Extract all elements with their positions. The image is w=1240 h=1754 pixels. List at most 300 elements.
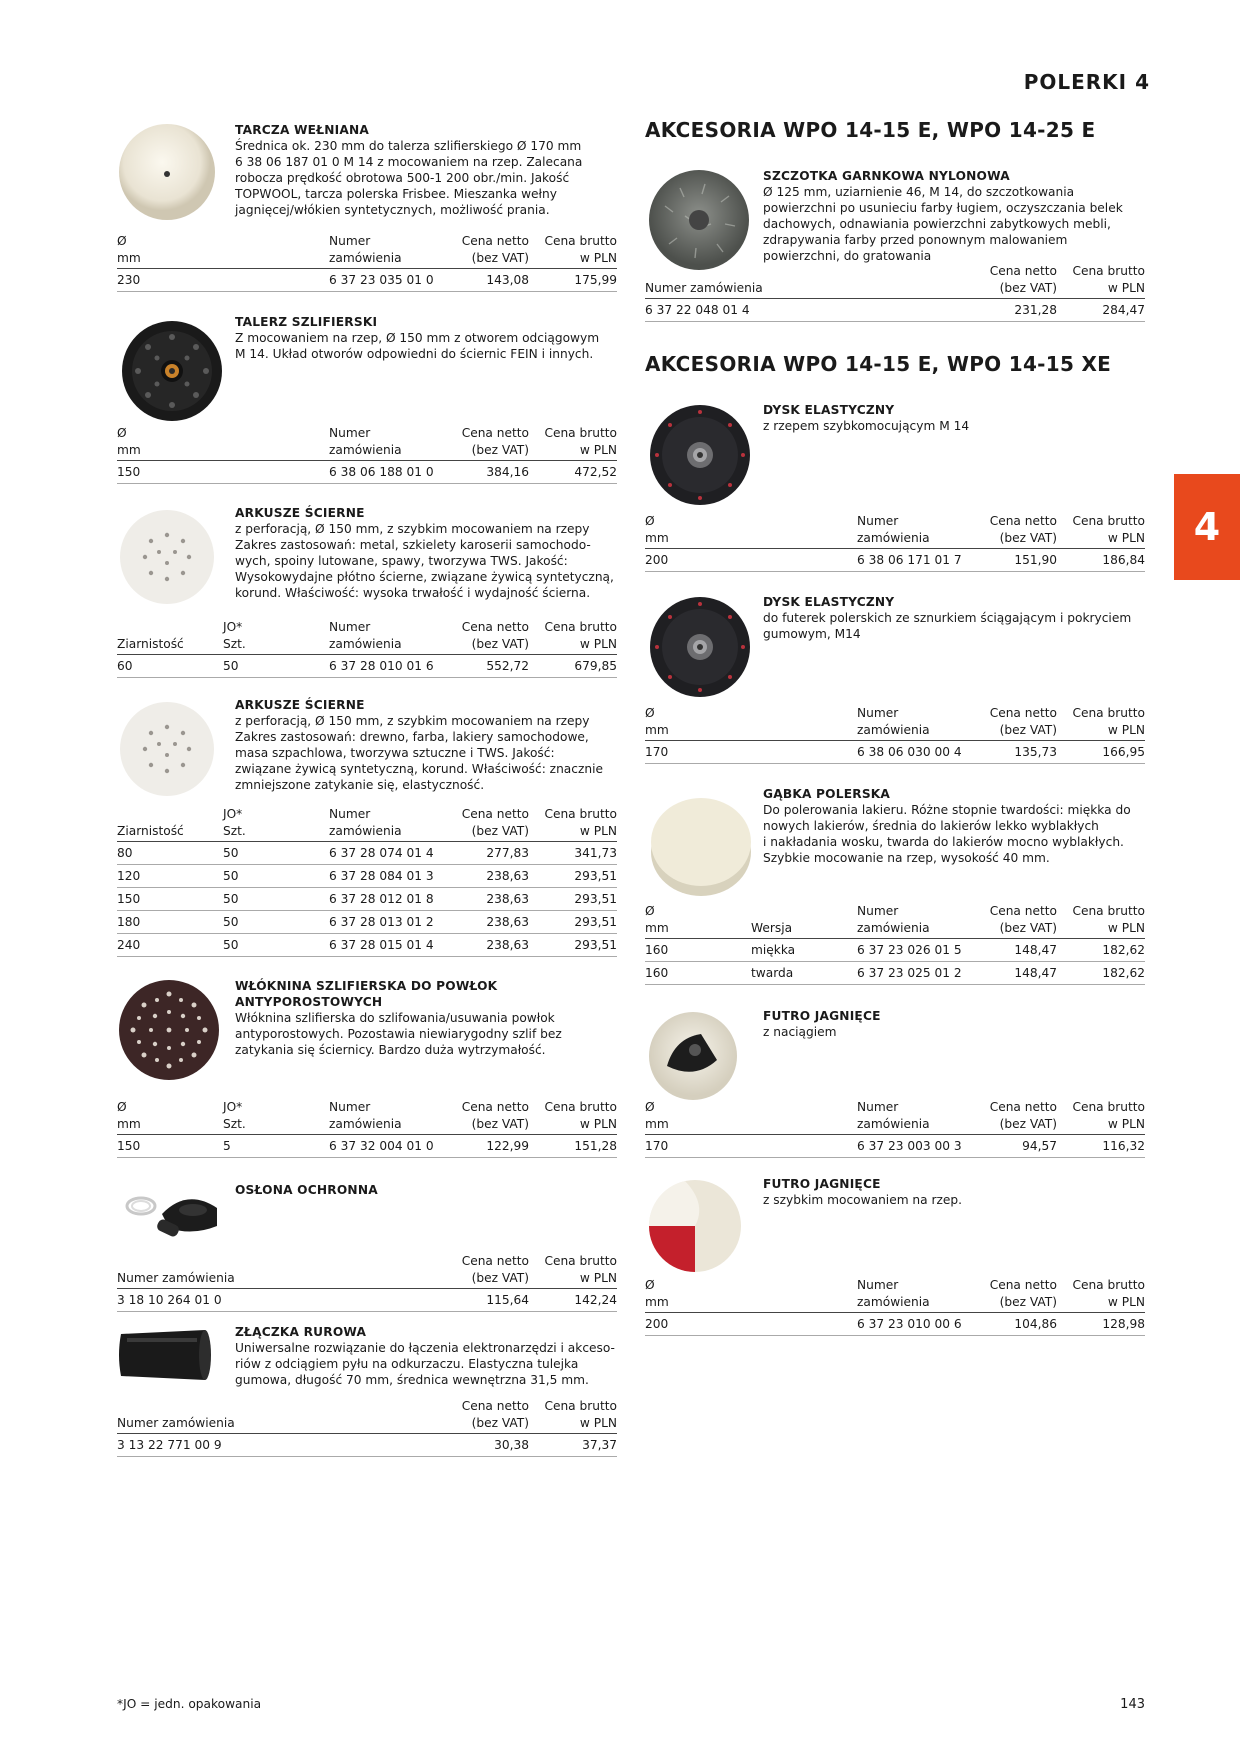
table-header-row	[117, 251, 617, 269]
table-cell: Numer zamówienia	[117, 1416, 235, 1430]
table-cell: Cena netto	[461, 426, 529, 440]
table-cell: 230	[117, 273, 141, 287]
table-row	[645, 1135, 1145, 1158]
table-row	[117, 865, 617, 888]
desc-line: Uniwersalne rozwiązanie do łączenia elektronarzędzi i akceso-	[235, 1341, 615, 1355]
table-cell: Ø	[117, 1100, 127, 1114]
table-cell: Szt.	[223, 1117, 246, 1131]
table-cell: Cena brutto	[544, 234, 617, 248]
table-cell: Cena brutto	[544, 426, 617, 440]
table-header-row	[645, 723, 1145, 741]
table-cell: 238,63	[486, 938, 529, 952]
table-cell: Cena netto	[461, 1399, 529, 1413]
desc-line: TOPWOOL, tarcza polerska Frisbee. Mieszanka wełny	[235, 187, 557, 201]
table-cell: zamówienia	[329, 824, 402, 838]
table-cell: 150	[117, 892, 141, 906]
product-title: SZCZOTKA GARNKOWA NYLONOWA	[763, 169, 1010, 183]
table-cell: w PLN	[579, 824, 617, 838]
abrasive-sheet-image	[117, 699, 217, 799]
table-cell: Cena netto	[461, 807, 529, 821]
desc-line: zatykania się ściernicy. Bardzo duża wytrzymałość.	[235, 1043, 546, 1057]
table-cell: 175,99	[574, 273, 617, 287]
table-cell: Ø	[117, 234, 127, 248]
table-cell: zamówienia	[857, 921, 930, 935]
table-cell: mm	[645, 921, 669, 935]
table-cell: w PLN	[1107, 723, 1145, 737]
price-table	[645, 706, 1145, 764]
table-header-row	[117, 807, 617, 824]
table-cell: 6 37 28 074 01 4	[329, 846, 434, 860]
wool-disc-image	[117, 122, 217, 222]
table-cell: 50	[223, 659, 239, 673]
table-cell: 472,52	[574, 465, 617, 479]
desc-line: Wysokowydajne płótno ścierne, związane żywicą syntetyczną,	[235, 570, 614, 584]
table-cell: Ø	[645, 904, 655, 918]
desc-line: powierzchni, do gratowania	[763, 249, 932, 263]
price-table	[645, 904, 1145, 985]
product-title: TARCZA WEŁNIANA	[235, 123, 370, 137]
desc-line: gumowym, M14	[763, 627, 861, 641]
table-cell: 115,64	[486, 1293, 529, 1307]
table-header-row	[117, 443, 617, 461]
desc-line: M 14. Układ otworów odpowiedni do ściernic FEIN i innych.	[235, 347, 594, 361]
desc-line: jagnięcej/włókien syntetycznych, możliwość prania.	[235, 203, 550, 217]
lambskin-bonnet-image	[645, 1008, 745, 1108]
price-table	[645, 264, 1145, 322]
table-cell: 277,83	[486, 846, 529, 860]
table-cell: Ø	[645, 1100, 655, 1114]
table-cell: w PLN	[579, 637, 617, 651]
table-header-row	[117, 1416, 617, 1434]
protective-cover-image	[117, 1184, 227, 1254]
table-cell: Numer	[857, 1278, 899, 1292]
table-cell: 231,28	[1014, 303, 1057, 317]
table-cell: 3 18 10 264 01 0	[117, 1293, 222, 1307]
price-table	[645, 514, 1145, 572]
table-header-row	[117, 620, 617, 637]
table-cell: 238,63	[486, 869, 529, 883]
table-cell: 6 37 28 013 01 2	[329, 915, 434, 929]
table-row	[117, 1289, 617, 1312]
table-cell: 50	[223, 846, 239, 860]
desc-line: nowych lakierów, średnia do lakierów lekko wyblakłych	[763, 819, 1099, 833]
price-table	[117, 1254, 617, 1312]
table-cell: 6 37 28 015 01 4	[329, 938, 434, 952]
table-row	[645, 741, 1145, 764]
table-cell: 150	[117, 1139, 141, 1153]
table-cell: 120	[117, 869, 141, 883]
table-cell: 5	[223, 1139, 231, 1153]
table-cell: mm	[117, 1117, 141, 1131]
table-cell: 50	[223, 938, 239, 952]
table-cell: Ziarnistość	[117, 637, 184, 651]
desc-line: zmniejszone zatykanie się, elastyczność.	[235, 778, 485, 792]
table-cell: 128,98	[1102, 1317, 1145, 1331]
table-cell: zamówienia	[857, 723, 930, 737]
table-cell: 6 37 28 084 01 3	[329, 869, 434, 883]
table-cell: 6 37 23 003 00 3	[857, 1139, 962, 1153]
table-cell: 170	[645, 1139, 669, 1153]
desc-line: gumowa, długość 70 mm, średnica wewnętrzna 31,5 mm.	[235, 1373, 589, 1387]
table-row	[117, 461, 617, 484]
table-cell: 182,62	[1102, 943, 1145, 957]
table-cell: mm	[645, 1117, 669, 1131]
product-title-line2: ANTYPOROSTOWYCH	[235, 995, 383, 1009]
table-row	[117, 911, 617, 934]
table-header-row	[645, 1117, 1145, 1135]
table-cell: Cena brutto	[1072, 264, 1145, 278]
table-row	[645, 1313, 1145, 1336]
price-table	[117, 426, 617, 484]
table-cell: 148,47	[1014, 966, 1057, 980]
table-cell: 80	[117, 846, 133, 860]
product-title: TALERZ SZLIFIERSKI	[235, 315, 378, 329]
table-row	[117, 934, 617, 957]
desc-line: Szybkie mocowanie na rzep, wysokość 40 mm.	[763, 851, 1050, 865]
table-cell: 148,47	[1014, 943, 1057, 957]
table-row	[117, 269, 617, 292]
table-cell: 3 13 22 771 00 9	[117, 1438, 222, 1452]
flexible-disc-image	[645, 592, 755, 702]
table-row	[117, 888, 617, 911]
table-cell: (bez VAT)	[999, 531, 1057, 545]
table-cell: 50	[223, 915, 239, 929]
table-cell: Ø	[645, 514, 655, 528]
table-cell: twarda	[751, 966, 794, 980]
table-cell: 6 37 28 010 01 6	[329, 659, 434, 673]
table-row	[645, 939, 1145, 962]
desc-line: Zakres zastosowań: drewno, farba, lakiery samochodowe,	[235, 730, 589, 744]
desc-line: Do polerowania lakieru. Różne stopnie twardości: miękka do	[763, 803, 1131, 817]
table-cell: zamówienia	[329, 637, 402, 651]
table-header-row	[117, 637, 617, 655]
product-title: FUTRO JAGNIĘCE	[763, 1009, 881, 1023]
desc-line: Z mocowaniem na rzep, Ø 150 mm z otworem odciągowym	[235, 331, 600, 345]
table-header-row	[117, 1271, 617, 1289]
table-header-row	[645, 1100, 1145, 1117]
table-row	[117, 842, 617, 865]
product-title: ARKUSZE ŚCIERNE	[235, 506, 365, 520]
desc-line: z rzepem szybkomocującym M 14	[763, 419, 970, 433]
table-cell: zamówienia	[329, 251, 402, 265]
table-cell: Cena netto	[461, 1100, 529, 1114]
table-header-row	[645, 904, 1145, 921]
table-cell: Numer	[329, 234, 371, 248]
table-cell: 186,84	[1102, 553, 1145, 567]
table-cell: Numer zamówienia	[645, 281, 763, 295]
table-cell: Cena brutto	[544, 807, 617, 821]
table-cell: Cena brutto	[1072, 904, 1145, 918]
table-cell: zamówienia	[329, 443, 402, 457]
hose-connector-image	[117, 1326, 217, 1386]
desc-line: Włóknina szlifierska do szlifowania/usuwania powłok	[235, 1011, 555, 1025]
desc-line: antyporostowych. Pozostawia niewiarygodny szlif bez	[235, 1027, 562, 1041]
table-cell: Cena netto	[461, 1254, 529, 1268]
table-cell: w PLN	[579, 1117, 617, 1131]
table-cell: 50	[223, 869, 239, 883]
table-cell: 104,86	[1014, 1317, 1057, 1331]
table-cell: w PLN	[579, 1416, 617, 1430]
table-header-row	[117, 1100, 617, 1117]
table-cell: Cena brutto	[1072, 1100, 1145, 1114]
table-cell: 679,85	[574, 659, 617, 673]
table-cell: Cena netto	[461, 620, 529, 634]
table-cell: Cena netto	[989, 514, 1057, 528]
table-cell: 116,32	[1102, 1139, 1145, 1153]
table-cell: Ziarnistość	[117, 824, 184, 838]
lambskin-velcro-image	[645, 1176, 745, 1276]
table-cell: 238,63	[486, 915, 529, 929]
table-cell: w PLN	[579, 251, 617, 265]
table-cell: 284,47	[1102, 303, 1145, 317]
table-cell: 150	[117, 465, 141, 479]
price-table	[117, 1399, 617, 1457]
table-cell: 6 38 06 188 01 0	[329, 465, 434, 479]
table-cell: Cena netto	[461, 234, 529, 248]
table-cell: Numer	[329, 1100, 371, 1114]
table-cell: 37,37	[582, 1438, 617, 1452]
table-cell: Cena brutto	[1072, 514, 1145, 528]
table-cell: JO*	[223, 1100, 243, 1114]
table-cell: 180	[117, 915, 141, 929]
table-header-row	[645, 706, 1145, 723]
product-title: WŁÓKNINA SZLIFIERSKA DO POWŁOK	[235, 979, 498, 993]
table-cell: w PLN	[579, 1271, 617, 1285]
table-cell: Szt.	[223, 637, 246, 651]
desc-line: związane żywicą syntetyczną, korund. Właściwość: znacznie	[235, 762, 603, 776]
table-row	[117, 1434, 617, 1457]
table-header-row	[645, 1295, 1145, 1313]
table-cell: 151,28	[574, 1139, 617, 1153]
table-cell: mm	[645, 531, 669, 545]
price-table	[117, 807, 617, 957]
table-cell: 6 37 23 026 01 5	[857, 943, 962, 957]
desc-line: robocza prędkość obrotowa 500-1 200 obr./min. Jakość	[235, 171, 570, 185]
table-cell: Cena netto	[989, 1278, 1057, 1292]
table-cell: 6 37 28 012 01 8	[329, 892, 434, 906]
table-header-row	[117, 1399, 617, 1416]
table-cell: (bez VAT)	[471, 824, 529, 838]
price-table	[117, 1100, 617, 1158]
desc-line: z naciągiem	[763, 1025, 837, 1039]
table-cell: zamówienia	[329, 1117, 402, 1131]
table-cell: (bez VAT)	[999, 1295, 1057, 1309]
page-number: 143	[1120, 1697, 1145, 1712]
table-cell: (bez VAT)	[999, 723, 1057, 737]
desc-line: 6 38 06 187 01 0 M 14 z mocowaniem na rzep. Zalecana	[235, 155, 583, 169]
table-cell: 6 37 23 035 01 0	[329, 273, 434, 287]
polishing-sponge-image	[645, 788, 755, 898]
desc-line: z perforacją, Ø 150 mm, z szybkim mocowaniem na rzepy	[235, 714, 590, 728]
table-cell: Ø	[645, 1278, 655, 1292]
table-cell: 293,51	[574, 915, 617, 929]
product-title: FUTRO JAGNIĘCE	[763, 1177, 881, 1191]
table-cell: Wersja	[751, 921, 793, 935]
table-header-row	[117, 234, 617, 251]
table-cell: 6 38 06 030 00 4	[857, 745, 962, 759]
table-cell: (bez VAT)	[471, 637, 529, 651]
product-title: ZŁĄCZKA RUROWA	[235, 1325, 367, 1339]
desc-line: do futerek polerskich ze sznurkiem ściągającym i pokryciem	[763, 611, 1132, 625]
product-title: ARKUSZE ŚCIERNE	[235, 698, 365, 712]
desc-line: dachowych, odnawiania powierzchni zabytkowych mebli,	[763, 217, 1111, 231]
table-cell: miękka	[751, 943, 796, 957]
table-cell: Numer	[329, 807, 371, 821]
price-table	[645, 1278, 1145, 1336]
table-row	[645, 549, 1145, 572]
table-cell: Numer zamówienia	[117, 1271, 235, 1285]
table-cell: 122,99	[486, 1139, 529, 1153]
table-row	[645, 962, 1145, 985]
table-cell: 384,16	[486, 465, 529, 479]
nylon-brush-image	[645, 166, 755, 276]
table-cell: (bez VAT)	[471, 443, 529, 457]
table-header-row	[645, 1278, 1145, 1295]
table-cell: 200	[645, 1317, 669, 1331]
table-cell: JO*	[223, 620, 243, 634]
table-cell: (bez VAT)	[999, 921, 1057, 935]
table-cell: 142,24	[574, 1293, 617, 1307]
table-header-row	[645, 921, 1145, 939]
sanding-pad-image	[117, 318, 227, 428]
flexible-disc-image	[645, 400, 755, 510]
table-cell: Cena brutto	[544, 1399, 617, 1413]
desc-line: korund. Właściwość: wysoka trwałość i wydajność ścierna.	[235, 586, 591, 600]
table-cell: 30,38	[494, 1438, 529, 1452]
table-cell: 293,51	[574, 869, 617, 883]
table-header-row	[645, 281, 1145, 299]
abrasive-sheet-image	[117, 507, 217, 607]
table-cell: 293,51	[574, 938, 617, 952]
desc-line: powierzchni po usunieciu farby ługiem, oczyszczania belek	[763, 201, 1123, 215]
table-cell: (bez VAT)	[471, 1271, 529, 1285]
section-heading: AKCESORIA WPO 14-15 E, WPO 14-15 XE	[645, 352, 1112, 376]
table-cell: Numer	[857, 514, 899, 528]
table-cell: zamówienia	[857, 531, 930, 545]
table-row	[117, 1135, 617, 1158]
page-header-title: POLERKI 4	[1023, 70, 1150, 94]
table-cell: 160	[645, 943, 669, 957]
table-cell: Numer	[857, 706, 899, 720]
table-cell: w PLN	[579, 443, 617, 457]
table-cell: 293,51	[574, 892, 617, 906]
price-table	[117, 234, 617, 292]
table-cell: (bez VAT)	[471, 1117, 529, 1131]
table-cell: 50	[223, 892, 239, 906]
table-cell: Cena netto	[989, 264, 1057, 278]
table-cell: zamówienia	[857, 1295, 930, 1309]
product-title: DYSK ELASTYCZNY	[763, 595, 895, 609]
fleece-disc-image	[117, 976, 227, 1086]
table-cell: Numer	[857, 1100, 899, 1114]
table-cell: (bez VAT)	[999, 281, 1057, 295]
product-title: DYSK ELASTYCZNY	[763, 403, 895, 417]
table-header-row	[117, 1117, 617, 1135]
table-cell: Cena brutto	[1072, 1278, 1145, 1292]
table-header-row	[117, 426, 617, 443]
table-cell: 6 38 06 171 01 7	[857, 553, 962, 567]
table-header-row	[645, 531, 1145, 549]
table-cell: 341,73	[574, 846, 617, 860]
table-cell: Numer	[329, 426, 371, 440]
table-cell: Cena brutto	[1072, 706, 1145, 720]
table-header-row	[117, 1254, 617, 1271]
table-cell: 166,95	[1102, 745, 1145, 759]
table-cell: 6 37 22 048 01 4	[645, 303, 750, 317]
desc-line: wych, spoiny lutowane, spawy, tworzywa TWS. Jakość:	[235, 554, 568, 568]
desc-line: masa szpachlowa, tworzywa sztuczne i TWS. Jakość:	[235, 746, 555, 760]
table-cell: 6 37 32 004 01 0	[329, 1139, 434, 1153]
section-heading: AKCESORIA WPO 14-15 E, WPO 14-25 E	[645, 118, 1096, 142]
table-cell: Cena netto	[989, 904, 1057, 918]
desc-line: z szybkim mocowaniem na rzep.	[763, 1193, 963, 1207]
table-cell: 240	[117, 938, 141, 952]
table-header-row	[645, 514, 1145, 531]
table-cell: Cena brutto	[544, 1254, 617, 1268]
table-cell: w PLN	[1107, 921, 1145, 935]
table-cell: Ø	[117, 426, 127, 440]
table-row	[117, 655, 617, 678]
table-cell: mm	[117, 443, 141, 457]
table-cell: w PLN	[1107, 531, 1145, 545]
desc-line: Ø 125 mm, uziarnienie 46, M 14, do szczotkowania	[763, 185, 1075, 199]
table-cell: Numer	[857, 904, 899, 918]
table-header-row	[117, 824, 617, 842]
desc-line: Zakres zastosowań: metal, szkielety karoserii samochodo-	[235, 538, 591, 552]
table-row	[645, 299, 1145, 322]
table-cell: 6 37 23 025 01 2	[857, 966, 962, 980]
table-cell: 238,63	[486, 892, 529, 906]
desc-line: zdrapywania farby przed ponownym malowaniem	[763, 233, 1068, 247]
table-cell: JO*	[223, 807, 243, 821]
table-cell: (bez VAT)	[471, 251, 529, 265]
desc-line: i nakładania wosku, twarda do lakierów mocno wyblakłych.	[763, 835, 1124, 849]
table-cell: 6 37 23 010 00 6	[857, 1317, 962, 1331]
product-title: GĄBKA POLERSKA	[763, 787, 891, 801]
table-cell: Numer	[329, 620, 371, 634]
table-cell: mm	[645, 723, 669, 737]
table-cell: mm	[645, 1295, 669, 1309]
table-cell: 200	[645, 553, 669, 567]
table-cell: w PLN	[1107, 1295, 1145, 1309]
table-cell: Ø	[645, 706, 655, 720]
table-cell: Cena netto	[989, 706, 1057, 720]
footnote: *JO = jedn. opakowania	[117, 1697, 262, 1711]
table-cell: 143,08	[486, 273, 529, 287]
table-cell: Cena brutto	[544, 620, 617, 634]
table-cell: 182,62	[1102, 966, 1145, 980]
table-cell: mm	[117, 251, 141, 265]
table-cell: 60	[117, 659, 133, 673]
table-cell: 552,72	[486, 659, 529, 673]
table-header-row	[645, 264, 1145, 281]
table-cell: 94,57	[1022, 1139, 1057, 1153]
table-cell: Szt.	[223, 824, 246, 838]
product-title: OSŁONA OCHRONNA	[235, 1183, 378, 1197]
table-cell: 135,73	[1014, 745, 1057, 759]
table-cell: zamówienia	[857, 1117, 930, 1131]
table-cell: w PLN	[1107, 1117, 1145, 1131]
desc-line: z perforacją, Ø 150 mm, z szybkim mocowaniem na rzepy	[235, 522, 590, 536]
price-table	[117, 620, 617, 678]
table-cell: w PLN	[1107, 281, 1145, 295]
desc-line: Średnica ok. 230 mm do talerza szlifierskiego Ø 170 mm	[235, 139, 582, 153]
desc-line: riów z odciągiem pyłu na odkurzaczu. Elastyczna tulejka	[235, 1357, 579, 1371]
table-cell: Cena netto	[989, 1100, 1057, 1114]
table-cell: 170	[645, 745, 669, 759]
chapter-tab: 4	[1174, 474, 1240, 580]
table-cell: (bez VAT)	[999, 1117, 1057, 1131]
